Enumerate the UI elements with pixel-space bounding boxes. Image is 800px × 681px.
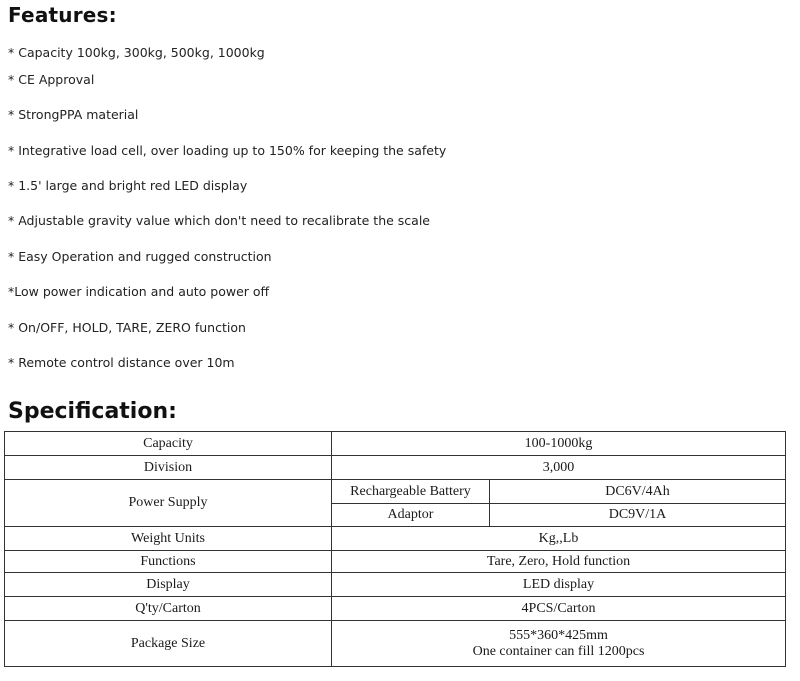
spec-value-battery: DC6V/4Ah (490, 480, 786, 504)
feature-item: * On/OFF, HOLD, TARE, ZERO function (8, 320, 246, 335)
table-row (5, 456, 786, 480)
feature-item: * StrongPPA material (8, 107, 139, 122)
feature-item: * Integrative load cell, over loading up to 150% for keeping the safety (8, 143, 447, 158)
package-size-dimensions: 555*360*425mm (509, 627, 608, 643)
feature-item: * 1.5' large and bright red LED display (8, 178, 248, 193)
spec-label-qty-carton: Q'ty/Carton (5, 597, 332, 621)
spec-label-display: Display (5, 573, 332, 597)
spec-sublabel-battery: Rechargeable Battery (332, 480, 490, 504)
package-size-container-note: One container can fill 1200pcs (472, 643, 645, 659)
specification-heading: Specification: (8, 399, 177, 424)
table-row (5, 480, 786, 504)
spec-label-package-size: Package Size (5, 621, 332, 667)
spec-value-package-size (332, 621, 786, 667)
spec-value-qty-carton: 4PCS/Carton (332, 597, 786, 621)
feature-item: * Adjustable gravity value which don't need to recalibrate the scale (8, 213, 430, 228)
spec-value-division: 3,000 (332, 456, 786, 480)
spec-value-weight-units: Kg,,Lb (332, 527, 786, 551)
feature-item: *Low power indication and auto power off (8, 284, 270, 299)
table-row (5, 432, 786, 456)
spec-value-capacity: 100-1000kg (332, 432, 786, 456)
spec-label-weight-units: Weight Units (5, 527, 332, 551)
table-row (5, 573, 786, 597)
spec-value-functions: Tare, Zero, Hold function (332, 551, 786, 573)
feature-item: * CE Approval (8, 72, 95, 87)
features-heading: Features: (8, 3, 117, 27)
spec-label-division: Division (5, 456, 332, 480)
spec-value-adaptor: DC9V/1A (490, 504, 786, 527)
table-row (5, 597, 786, 621)
feature-item: * Remote control distance over 10m (8, 355, 235, 370)
spec-value-display: LED display (332, 573, 786, 597)
spec-label-power-supply: Power Supply (5, 480, 332, 527)
table-row (5, 621, 786, 667)
spec-sublabel-adaptor: Adaptor (332, 504, 490, 527)
feature-item: * Capacity 100kg, 300kg, 500kg, 1000kg (8, 45, 265, 60)
spec-label-functions: Functions (5, 551, 332, 573)
table-row (5, 527, 786, 551)
feature-item: * Easy Operation and rugged construction (8, 249, 272, 264)
spec-label-capacity: Capacity (5, 432, 332, 456)
table-row (5, 551, 786, 573)
specification-table (4, 431, 786, 667)
